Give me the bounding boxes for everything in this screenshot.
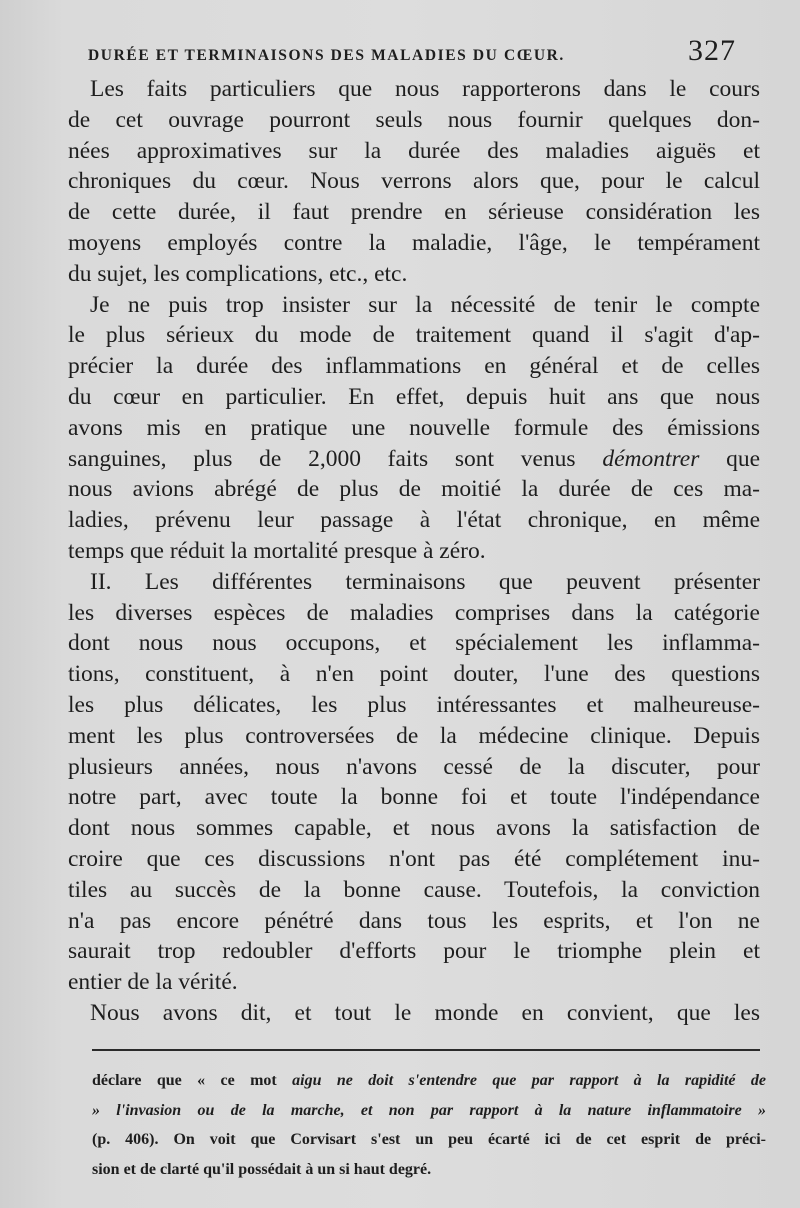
text-line: le plus sérieux du mode de traitement quand il s'agit d'ap- bbox=[68, 322, 760, 349]
footnote-fragment: déclare que « ce mot bbox=[92, 1072, 277, 1089]
text-line: les plus délicates, les plus intéressantes et malheureuse- bbox=[68, 691, 760, 718]
emphasized-word: démontrer bbox=[602, 445, 700, 472]
text-line: dont nous sommes capable, et nous avons la satisfaction de bbox=[68, 815, 760, 842]
footnote-rule bbox=[92, 1049, 760, 1051]
text-line-with-emphasis bbox=[68, 444, 760, 475]
running-head bbox=[88, 34, 736, 68]
text-line: Les faits particuliers que nous rapporterons dans le cours bbox=[90, 76, 760, 102]
text-line: plusieurs années, nous n'avons cessé de la discuter, pour bbox=[68, 753, 760, 780]
text-line: nous avions abrégé de plus de moitié la durée de ces ma- bbox=[68, 476, 760, 503]
paragraph bbox=[68, 74, 760, 290]
page-number: 327 bbox=[688, 34, 736, 67]
text-line: avons mis en pratique une nouvelle formule des émissions bbox=[68, 414, 760, 441]
body-text bbox=[68, 74, 760, 1029]
text-line: Nous avons dit, et tout le monde en convient, que les bbox=[90, 999, 760, 1026]
footnote-line bbox=[92, 1096, 766, 1126]
text-line: moyens employés contre la maladie, l'âge, le tempérament bbox=[68, 229, 760, 256]
text-line: ladies, prévenu leur passage à l'état chronique, en même bbox=[68, 507, 760, 534]
text-line: saurait trop redoubler d'efforts pour le triomphe plein et bbox=[68, 938, 760, 965]
text-line: temps que réduit la mortalité presque à zéro. bbox=[68, 537, 486, 564]
footnote-line: sion et de clarté qu'il possédait à un si haut degré. bbox=[92, 1160, 432, 1178]
text-fragment: sanguines, plus de 2,000 faits sont venus bbox=[68, 445, 576, 472]
text-fragment: que bbox=[726, 445, 761, 472]
text-line: notre part, avec toute la bonne foi et toute l'indépendance bbox=[68, 784, 760, 811]
text-line: tiles au succès de la bonne cause. Toutefois, la conviction bbox=[68, 876, 760, 903]
footnote bbox=[92, 1066, 766, 1184]
text-line: du cœur en particulier. En effet, depuis huit ans que nous bbox=[68, 383, 760, 410]
text-line: croire que ces discussions n'ont pas été complétement inu- bbox=[68, 845, 760, 872]
text-line: ment les plus controversées de la médecine clinique. Depuis bbox=[68, 722, 760, 749]
text-line: dont nous nous occupons, et spécialement les inflamma- bbox=[68, 630, 760, 657]
footnote-italic: » l'invasion ou de la marche, et non par rapport à la nature inflammatoire » bbox=[92, 1101, 766, 1119]
footnote-italic: aigu ne doit s'entendre que par rapport à la rapidité de bbox=[292, 1072, 767, 1089]
paragraph bbox=[68, 998, 760, 1029]
text-line: nées approximatives sur la durée des maladies aiguës et bbox=[68, 137, 760, 164]
text-line: précier la durée des inflammations en général et de celles bbox=[68, 353, 760, 380]
text-line: n'a pas encore pénétré dans tous les esprits, et l'on ne bbox=[68, 907, 760, 934]
text-line: du sujet, les complications, etc., etc. bbox=[68, 260, 408, 287]
footnote-line bbox=[92, 1066, 766, 1096]
text-line: chroniques du cœur. Nous verrons alors que, pour le calcul bbox=[68, 168, 760, 195]
text-line: tions, constituent, à n'en point douter, l'une des questions bbox=[68, 661, 760, 688]
paragraph bbox=[68, 567, 760, 998]
text-line: entier de la vérité. bbox=[68, 969, 238, 996]
text-line: de cette durée, il faut prendre en sérieuse considération les bbox=[68, 199, 760, 226]
text-line: les diverses espèces de maladies comprises dans la catégorie bbox=[68, 599, 760, 626]
running-head-title: DURÉE ET TERMINAISONS DES MALADIES DU CŒUR. bbox=[88, 47, 565, 64]
text-line: de cet ouvrage pourront seuls nous fournir quelques don- bbox=[68, 106, 760, 133]
text-line: Je ne puis trop insister sur la nécessité de tenir le compte bbox=[90, 291, 760, 318]
text-line: II. Les différentes terminaisons que peuvent présenter bbox=[90, 568, 760, 595]
footnote-line: (p. 406). On voit que Corvisart s'est un peu écarté ici de cet esprit de préci- bbox=[92, 1131, 766, 1148]
paragraph bbox=[68, 290, 760, 567]
